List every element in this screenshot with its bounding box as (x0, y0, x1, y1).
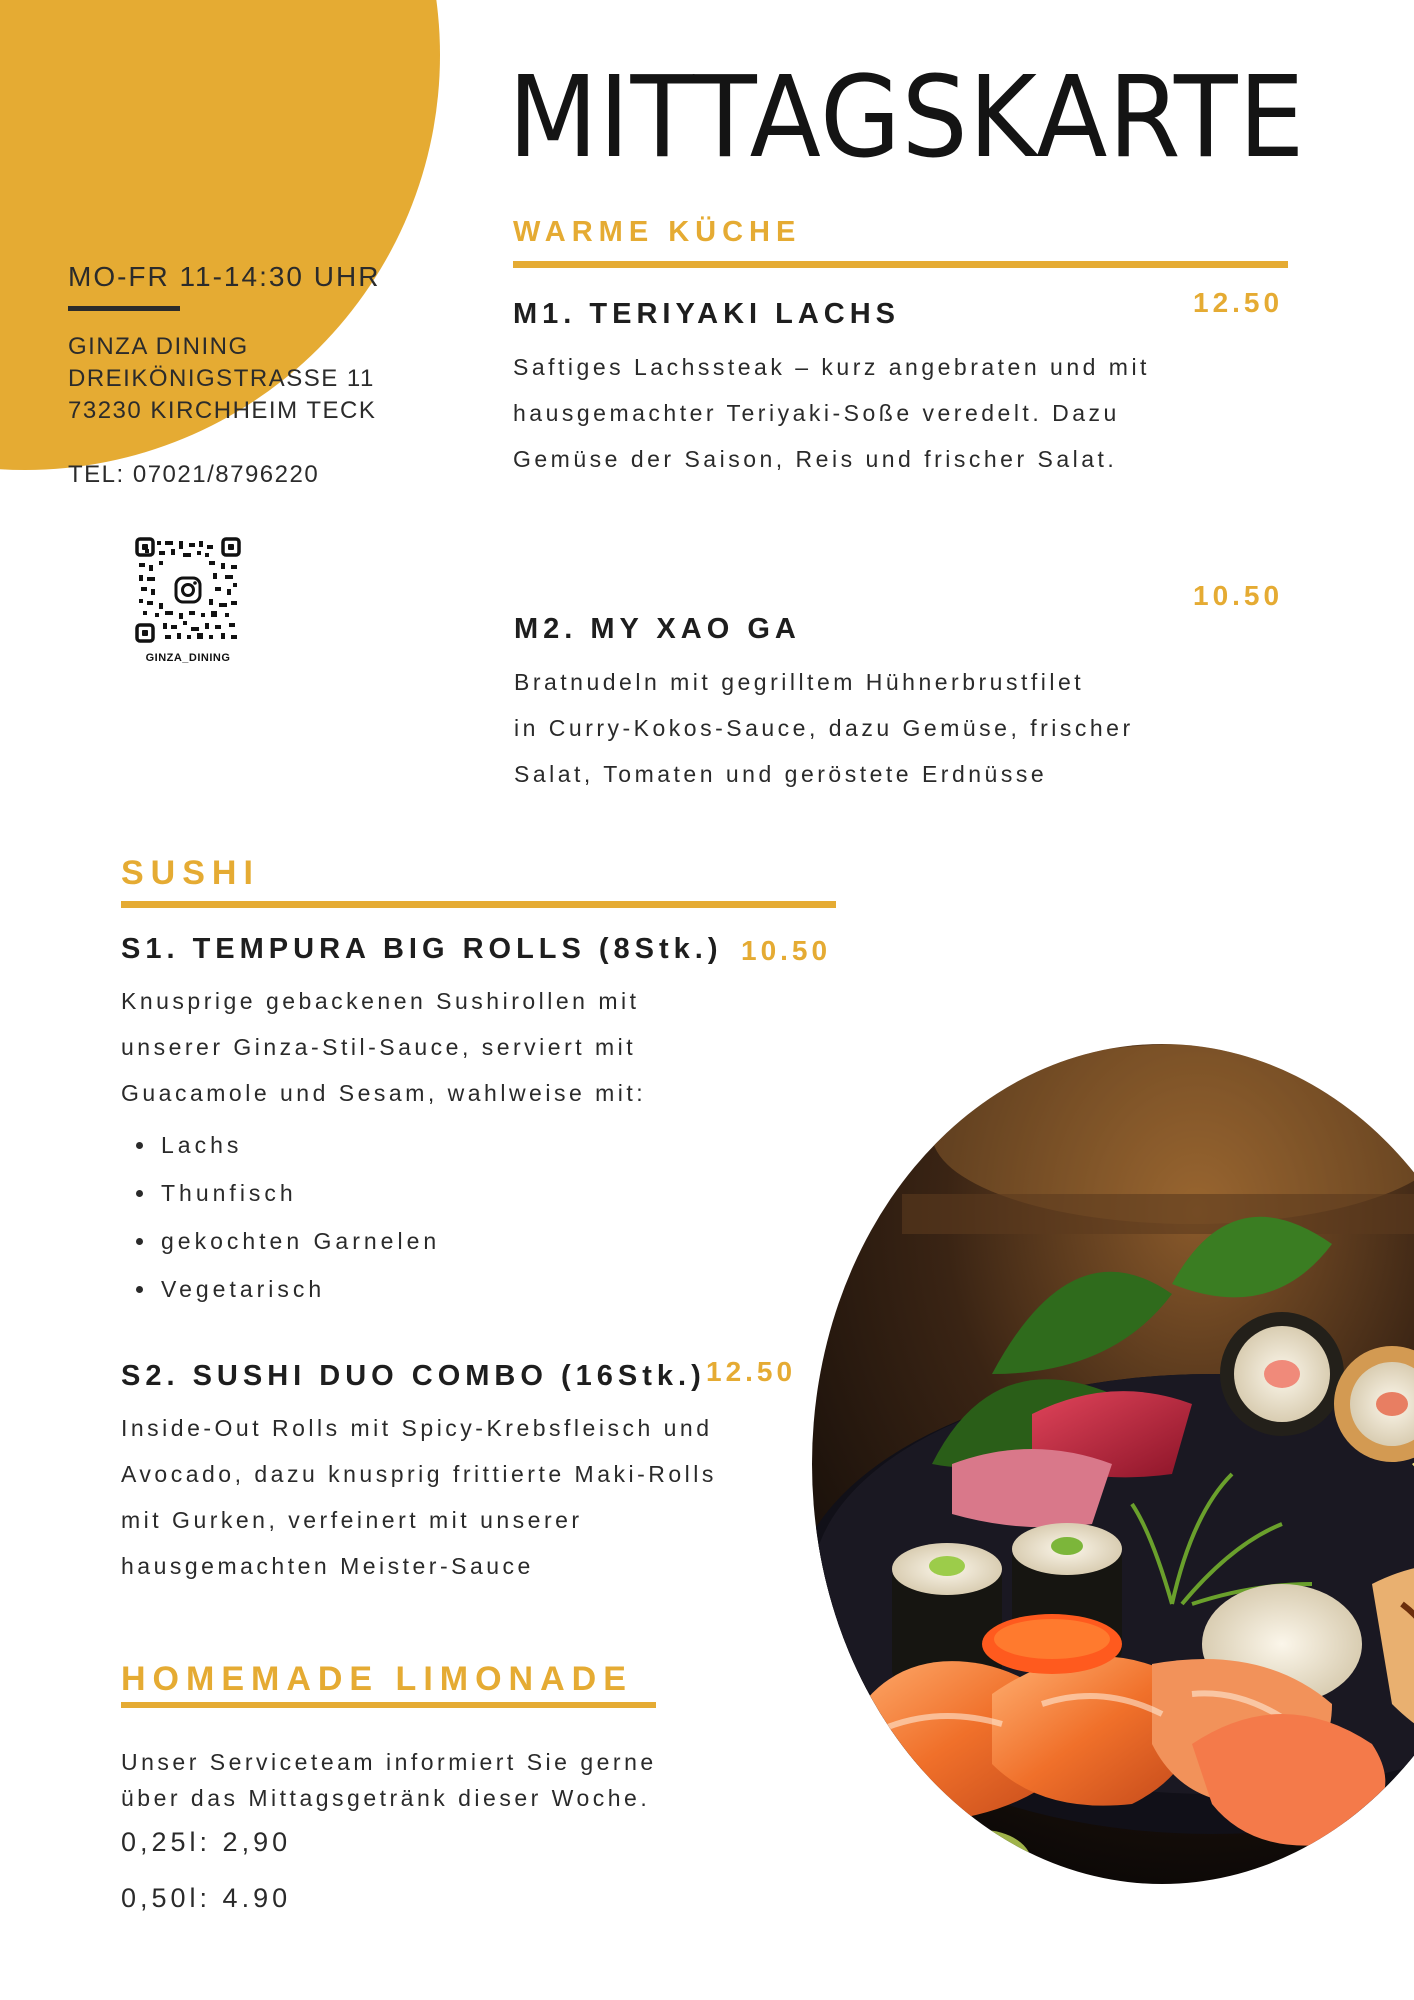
lemonade-price-large: 0,50l: 4.90 (121, 1883, 292, 1913)
hours-divider (68, 306, 180, 311)
restaurant-name: GINZA DINING (68, 333, 249, 360)
menu-item-title: S1. TEMPURA BIG ROLLS (8Stk.) (121, 933, 723, 965)
list-item: Vegetarisch (121, 1265, 440, 1313)
address-city: 73230 KIRCHHEIM TECK (68, 397, 377, 424)
qr-code[interactable] (135, 537, 241, 643)
menu-item-price: 12.50 (1193, 287, 1284, 318)
menu-item-description: Knusprige gebackenen Sushirollen mit unserer Ginza-Stil-Sauce, serviert mit Guacamole und Sesam, wahlweise mit: (121, 988, 647, 1106)
sushi-section-rule (121, 901, 836, 908)
list-item: Thunfisch (121, 1169, 440, 1217)
menu-item-price: 10.50 (1193, 580, 1284, 611)
address-street: DREIKÖNIGSTRASSE 11 (68, 365, 375, 392)
qr-code-label: GINZA_DINING (145, 652, 231, 664)
section-heading-sushi: SUSHI (121, 854, 260, 892)
list-item: Lachs (121, 1121, 440, 1169)
qr-code-card[interactable] (122, 525, 254, 677)
restaurant-address (68, 331, 376, 427)
warm-section-rule (513, 261, 1288, 268)
option-list (121, 1121, 440, 1313)
lemonade-section-rule (121, 1702, 656, 1708)
list-item: gekochten Garnelen (121, 1217, 440, 1265)
menu-item-description: Inside-Out Rolls mit Spicy-Krebsfleisch und Avocado, dazu knusprig frittierte Maki-Rolls mit Gurken, verfeinert mit unserer hausgemachten Meister-Sauce (121, 1415, 717, 1579)
lemonade-price-small: 0,25l: 2,90 (121, 1827, 292, 1857)
menu-item-price: 12.50 (706, 1356, 797, 1387)
sushi-photo (812, 1044, 1414, 1884)
menu-item-title: S2. SUSHI DUO COMBO (16Stk.) (121, 1360, 706, 1392)
sushi-platter-illustration (812, 1044, 1414, 1884)
section-heading-warm: WARME KÜCHE (513, 216, 802, 248)
menu-item-title: M2. MY XAO GA (514, 613, 801, 645)
phone-number: TEL: 07021/8796220 (68, 461, 320, 488)
menu-item-description: Bratnudeln mit gegrilltem Hühnerbrustfilet in Curry-Kokos-Sauce, dazu Gemüse, frischer Salat, Tomaten und geröstete Erdnüsse (514, 669, 1134, 787)
menu-item-description: Saftiges Lachssteak – kurz angebraten und mit hausgemachter Teriyaki-Soße veredelt. Dazu Gemüse der Saison, Reis und frischer Salat. (513, 354, 1150, 472)
lemonade-description: Unser Serviceteam informiert Sie gerne über das Mittagsgetränk dieser Woche. (121, 1749, 657, 1811)
menu-item-title: M1. TERIYAKI LACHS (513, 298, 901, 330)
menu-item-price: 10.50 (741, 935, 832, 966)
opening-hours: MO-FR 11-14:30 UHR (68, 261, 381, 292)
section-heading-lemonade: HOMEMADE LIMONADE (121, 1660, 633, 1698)
page-title: MITTAGSKARTE (508, 53, 1306, 183)
